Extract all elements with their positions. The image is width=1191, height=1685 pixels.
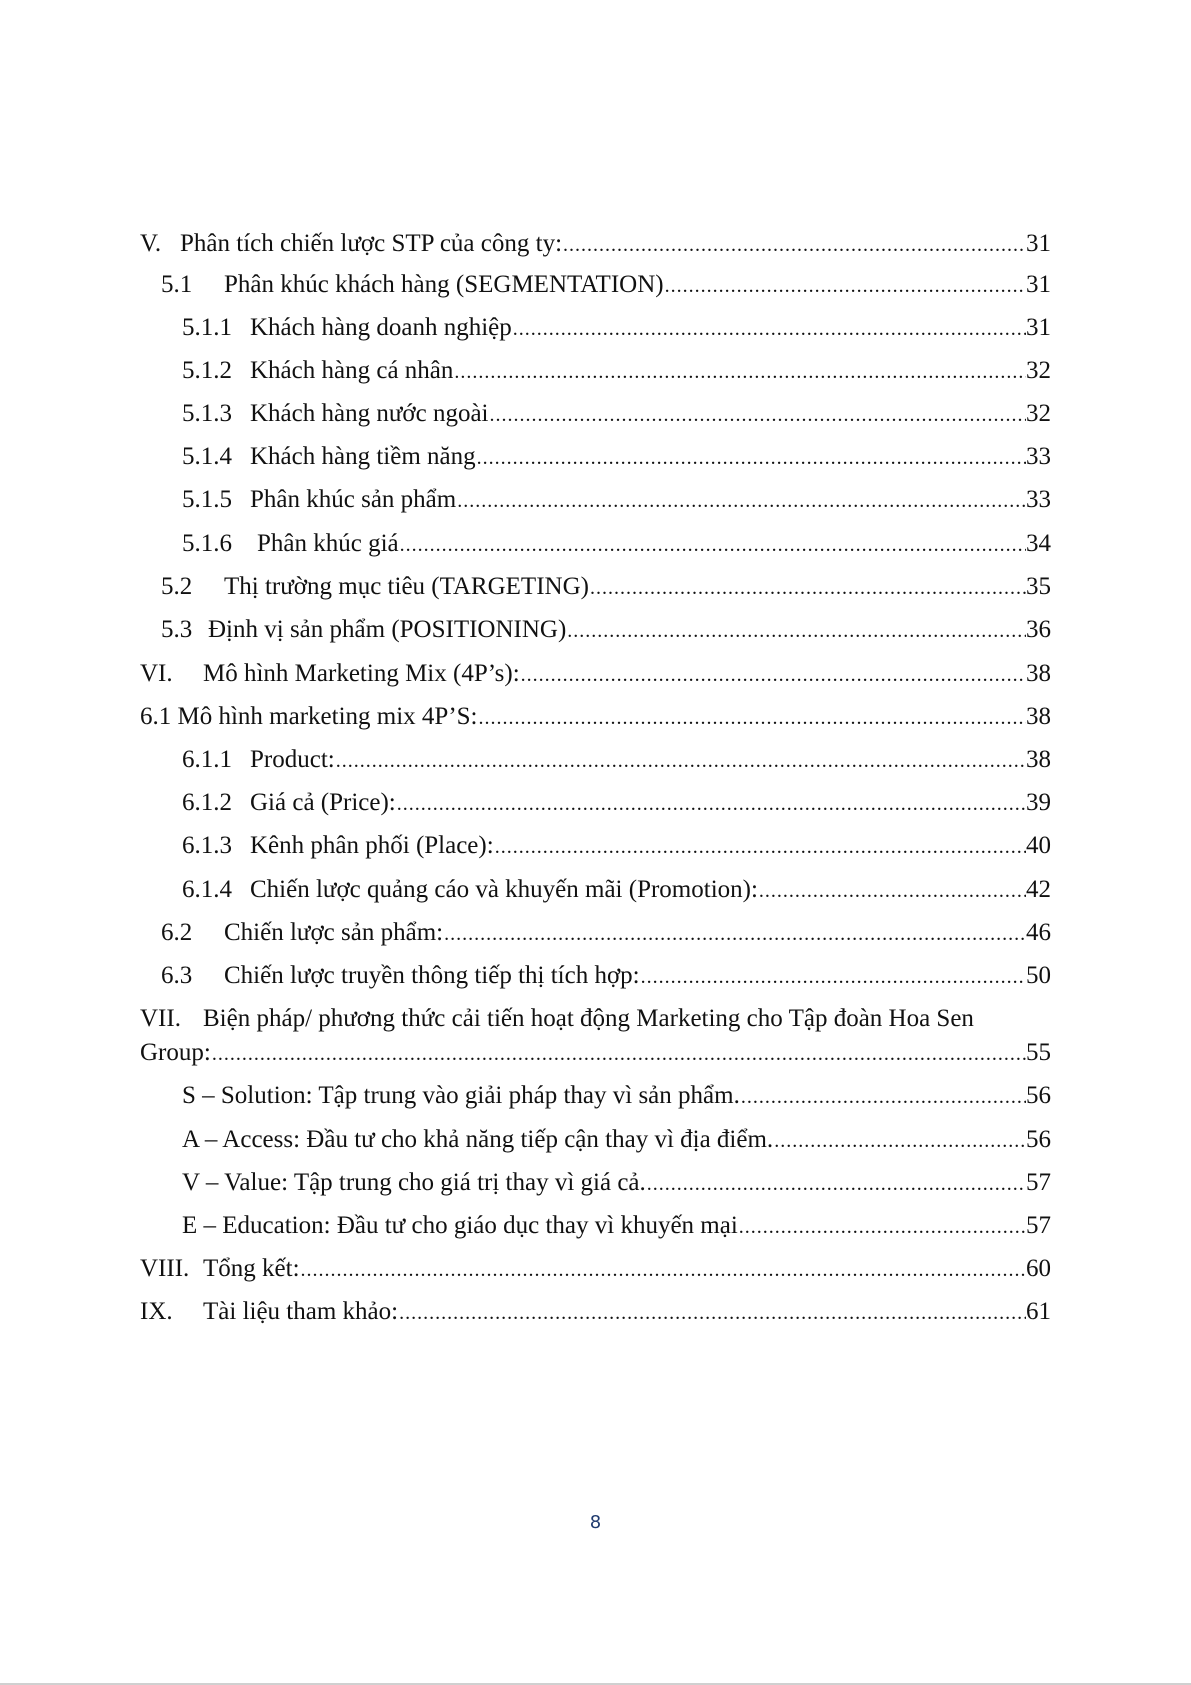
toc-entry-page: 33 [1026, 443, 1051, 470]
toc-entry-number: VIII. [140, 1255, 190, 1282]
dot-leader [301, 1253, 1026, 1287]
toc-entry-page: 42 [1026, 876, 1051, 903]
toc-entry-title: E – Education: Đầu tư cho giáo dục thay vì khuyến mại [182, 1212, 738, 1239]
toc-entry-title: Tài liệu tham khảo: [203, 1298, 399, 1325]
toc-entry-number: 6.1.4 [182, 876, 232, 903]
dot-leader [647, 1167, 1026, 1201]
toc-entry-v[interactable] [140, 227, 1051, 261]
dot-leader [590, 571, 1026, 605]
dot-leader [336, 744, 1026, 778]
dot-leader [397, 787, 1026, 821]
dot-leader [495, 830, 1026, 864]
dot-leader [399, 1296, 1026, 1330]
dot-leader [477, 441, 1026, 475]
toc-entry-title: Kênh phân phối (Place): [250, 832, 494, 859]
toc-entry-page: 40 [1026, 832, 1051, 859]
dot-leader [490, 398, 1026, 432]
dot-leader [665, 269, 1026, 303]
toc-entry-title: A – Access: Đầu tư cho khả năng tiếp cận thay vì địa điểm. [182, 1126, 774, 1153]
toc-entry-title: Mô hình Marketing Mix (4P’s): [203, 660, 520, 687]
toc-entry-title: Giá cả (Price): [250, 789, 396, 816]
toc-entry-number: 5.1.3 [182, 400, 232, 427]
toc-entry-number: 6.2 [161, 919, 193, 946]
toc-entry-title-continued: Group: [140, 1039, 211, 1066]
toc-entry-5-1-5[interactable] [182, 483, 1051, 517]
toc-entry-5-3[interactable] [161, 613, 1051, 647]
toc-entry-title: Phân khúc khách hàng (SEGMENTATION) [224, 271, 664, 298]
toc-entry-number: 5.1.1 [182, 314, 232, 341]
toc-entry-vi[interactable] [140, 657, 1051, 691]
dot-leader [400, 528, 1026, 562]
toc-entry-page: 46 [1026, 919, 1051, 946]
dot-leader [739, 1210, 1026, 1244]
toc-entry-5-1-2[interactable] [182, 354, 1051, 388]
toc-entry-number: 5.2 [161, 573, 193, 600]
toc-entry-title: Phân tích chiến lược STP của công ty: [180, 230, 563, 257]
dot-leader [212, 1037, 1026, 1071]
toc-entry-5-1-4[interactable] [182, 440, 1051, 474]
toc-entry-5-1-6[interactable] [182, 527, 1051, 561]
toc-entry-6-1-3[interactable] [182, 829, 1051, 863]
toc-entry-number: 6.3 [161, 962, 193, 989]
toc-entry-5-1[interactable] [161, 268, 1051, 302]
toc-entry-page: 56 [1026, 1126, 1051, 1153]
toc-entry-5-2[interactable] [161, 570, 1051, 604]
dot-leader [457, 484, 1026, 518]
dot-leader [567, 614, 1026, 648]
toc-entry-page: 38 [1026, 660, 1051, 687]
toc-entry-ix[interactable] [140, 1295, 1051, 1329]
dot-leader [759, 874, 1026, 908]
toc-entry-title: Chiến lược quảng cáo và khuyến mãi (Promotion): [250, 876, 758, 903]
dot-leader [513, 312, 1026, 346]
toc-entry-number: 5.1.5 [182, 486, 232, 513]
toc-entry-number: 5.1 [161, 271, 193, 298]
dot-leader [774, 1124, 1026, 1158]
toc-entry-number: IX. [140, 1298, 173, 1325]
toc-entry-title: Khách hàng tiềm năng [250, 443, 476, 470]
toc-entry-title: Phân khúc sản phẩm [250, 486, 457, 513]
toc-entry-title: Tổng kết: [203, 1255, 300, 1282]
dot-leader [741, 1080, 1026, 1114]
toc-entry-number: 5.3 [161, 616, 193, 643]
toc-entry-page: 60 [1026, 1255, 1051, 1282]
toc-entry-title: Chiến lược sản phẩm: [224, 919, 444, 946]
toc-entry-page: 35 [1026, 573, 1051, 600]
toc-entry-page: 57 [1026, 1212, 1051, 1239]
toc-entry-page: 31 [1026, 230, 1051, 257]
toc-entry-viii[interactable] [140, 1252, 1051, 1286]
toc-entry-6-2[interactable] [161, 916, 1051, 950]
toc-entry-number: VI. [140, 660, 173, 687]
toc-entry-page: 55 [1026, 1039, 1051, 1066]
page-number: 8 [589, 1512, 602, 1533]
dot-leader [641, 960, 1026, 994]
toc-entry-vii[interactable] [140, 1002, 1051, 1036]
toc-entry-page: 38 [1026, 746, 1051, 773]
toc-entry-title: Biện pháp/ phương thức cải tiến hoạt động Marketing cho Tập đoàn Hoa Sen [203, 1005, 974, 1032]
toc-entry-solution[interactable] [182, 1079, 1051, 1113]
dot-leader [563, 228, 1026, 262]
toc-entry-page: 32 [1026, 357, 1051, 384]
toc-entry-number: 5.1.6 [182, 530, 232, 557]
toc-entry-page: 34 [1026, 530, 1051, 557]
toc-entry-value[interactable] [182, 1166, 1051, 1200]
toc-entry-number: 6.1.2 [182, 789, 232, 816]
toc-entry-vii-continued[interactable] [140, 1036, 1051, 1070]
toc-entry-number: 5.1.2 [182, 357, 232, 384]
toc-entry-number: VII. [140, 1005, 181, 1032]
toc-entry-number: 6.1.3 [182, 832, 232, 859]
toc-entry-number: 5.1.4 [182, 443, 232, 470]
toc-entry-title: Phân khúc giá [257, 530, 399, 557]
toc-entry-6-1[interactable] [140, 700, 1051, 734]
toc-entry-title: Khách hàng cá nhân [250, 357, 454, 384]
toc-entry-5-1-3[interactable] [182, 397, 1051, 431]
toc-entry-page: 32 [1026, 400, 1051, 427]
toc-entry-title: V – Value: Tập trung cho giá trị thay vì giá cả. [182, 1169, 646, 1196]
toc-entry-number: 6.1.1 [182, 746, 232, 773]
toc-entry-access[interactable] [182, 1123, 1051, 1157]
dot-leader [479, 701, 1027, 735]
toc-entry-page: 31 [1026, 314, 1051, 341]
toc-entry-6-1-1[interactable] [182, 743, 1051, 777]
toc-entry-page: 61 [1026, 1298, 1051, 1325]
dot-leader [444, 917, 1026, 951]
dot-leader [521, 658, 1026, 692]
toc-entry-title: Khách hàng doanh nghiệp [250, 314, 512, 341]
toc-entry-number: V. [140, 230, 162, 257]
toc-entry-page: 57 [1026, 1169, 1051, 1196]
toc-entry-title: Thị trường mục tiêu (TARGETING) [224, 573, 589, 600]
toc-entry-6-1-2[interactable] [182, 786, 1051, 820]
toc-entry-page: 38 [1026, 703, 1051, 730]
toc-entry-page: 56 [1026, 1082, 1051, 1109]
toc-entry-6-3[interactable] [161, 959, 1051, 993]
dot-leader [454, 355, 1026, 389]
toc-entry-page: 31 [1026, 271, 1051, 298]
toc-entry-title: Khách hàng nước ngoài [250, 400, 489, 427]
toc-entry-title: Chiến lược truyền thông tiếp thị tích hợp: [224, 962, 640, 989]
toc-entry-title: 6.1 Mô hình marketing mix 4P’S: [140, 703, 478, 730]
toc-entry-title: S – Solution: Tập trung vào giải pháp thay vì sản phẩm. [182, 1082, 740, 1109]
toc-entry-title: Định vị sản phẩm (POSITIONING) [208, 616, 567, 643]
toc-entry-education[interactable] [182, 1209, 1051, 1243]
toc-entry-page: 33 [1026, 486, 1051, 513]
toc-entry-title: Product: [250, 746, 335, 773]
toc-entry-page: 50 [1026, 962, 1051, 989]
toc-entry-6-1-4[interactable] [182, 873, 1051, 907]
toc-entry-page: 36 [1026, 616, 1051, 643]
toc-entry-5-1-1[interactable] [182, 311, 1051, 345]
toc-entry-page: 39 [1026, 789, 1051, 816]
